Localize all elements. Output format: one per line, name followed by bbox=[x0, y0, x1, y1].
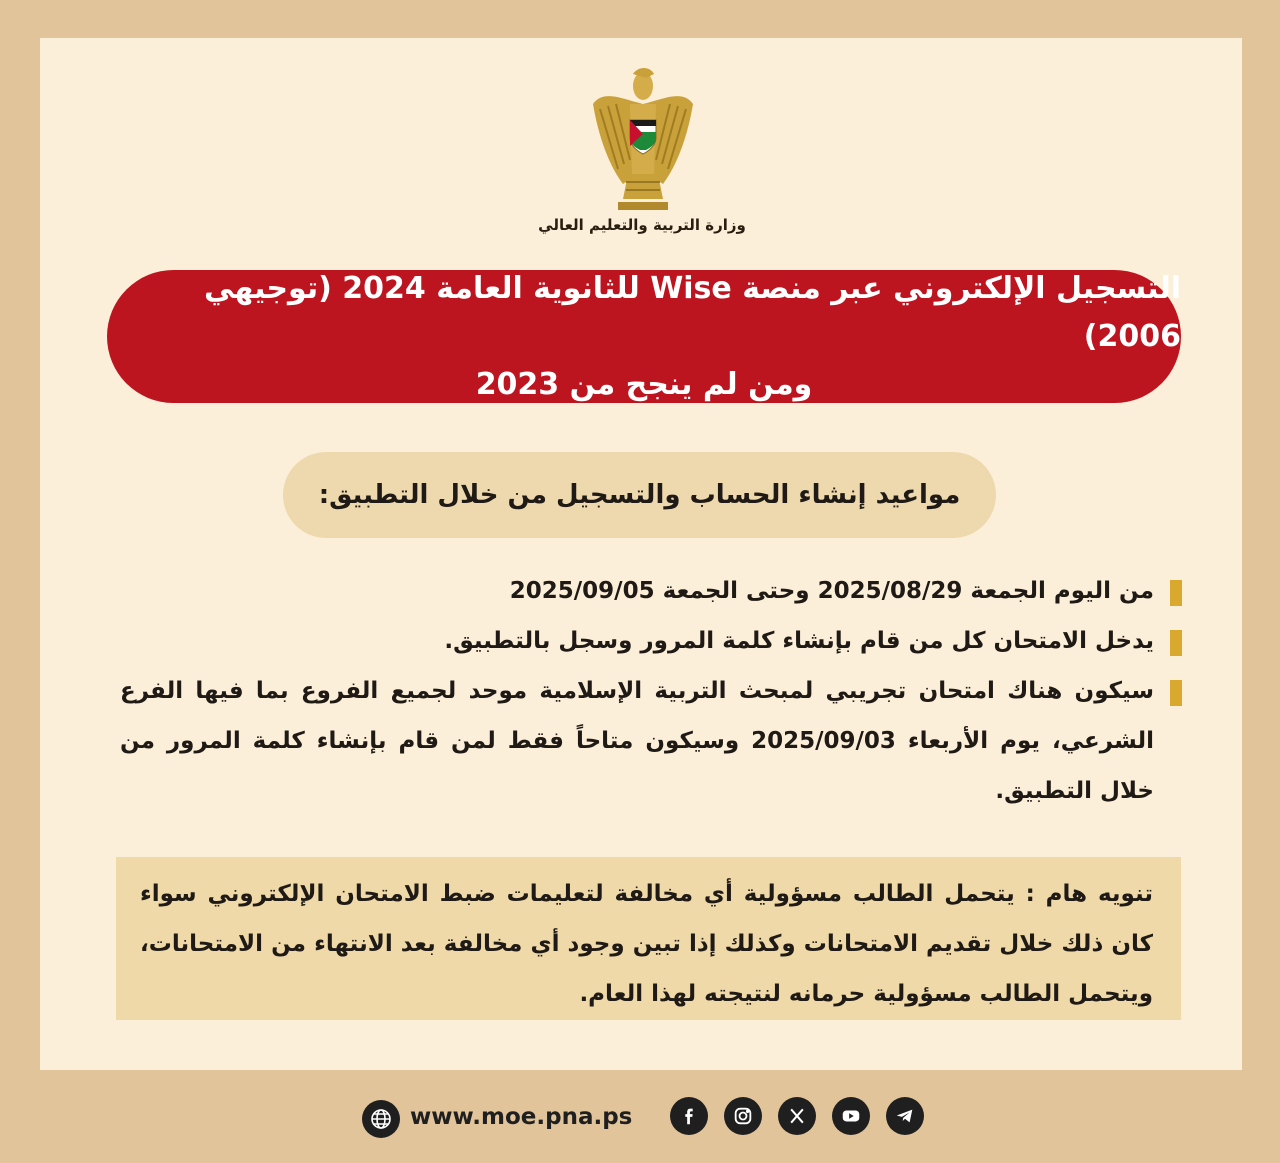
title-line-2: ومن لم ينجح من 2023 bbox=[475, 366, 813, 402]
bullet-item bbox=[120, 566, 1184, 616]
bullet-list bbox=[120, 566, 1184, 816]
bullet-marker-icon bbox=[1170, 630, 1182, 656]
palestine-eagle-emblem-icon bbox=[588, 64, 698, 214]
title-banner bbox=[107, 270, 1181, 403]
title-line-1: التسجيل الإلكتروني عبر منصة Wise للثانوية العامة 2024 (توجيهي 2006) bbox=[204, 270, 1181, 354]
website-link[interactable]: www.moe.pna.ps bbox=[410, 1104, 633, 1130]
globe-icon bbox=[362, 1100, 400, 1138]
facebook-icon[interactable] bbox=[670, 1097, 708, 1135]
telegram-icon[interactable] bbox=[886, 1097, 924, 1135]
instagram-icon[interactable] bbox=[724, 1097, 762, 1135]
bullet-item bbox=[120, 666, 1184, 816]
important-notice: تنويه هام : يتحمل الطالب مسؤولية أي مخالفة لتعليمات ضبط الامتحان الإلكتروني سواء كان ذلك خلال تقديم الامتحانات وكذلك إذا تبين وجود أي مخالفة بعد الانتهاء من الامتحانات، ويتحمل الطالب مسؤولية حرمانه لنتيجته لهذا العام. bbox=[116, 857, 1181, 1020]
bullet-marker-icon bbox=[1170, 680, 1182, 706]
youtube-icon[interactable] bbox=[832, 1097, 870, 1135]
subtitle-pill: مواعيد إنشاء الحساب والتسجيل من خلال التطبيق: bbox=[283, 452, 996, 538]
bullet-text: من اليوم الجمعة 2025/08/29 وحتى الجمعة 2025/09/05 bbox=[509, 578, 1154, 604]
bullet-text: يدخل الامتحان كل من قام بإنشاء كلمة المرور وسجل بالتطبيق. bbox=[444, 628, 1154, 654]
bullet-text: سيكون هناك امتحان تجريبي لمبحث التربية الإسلامية موحد لجميع الفروع بما فيها الفرع الشرعي، يوم الأربعاء 2025/09/03 وسيكون متاحاً فقط لمن قام بإنشاء كلمة المرور من خلال التطبيق. bbox=[120, 678, 1154, 804]
ministry-name: وزارة التربية والتعليم العالي bbox=[538, 216, 746, 234]
bullet-item bbox=[120, 616, 1184, 666]
x-icon[interactable] bbox=[778, 1097, 816, 1135]
bullet-marker-icon bbox=[1170, 580, 1182, 606]
